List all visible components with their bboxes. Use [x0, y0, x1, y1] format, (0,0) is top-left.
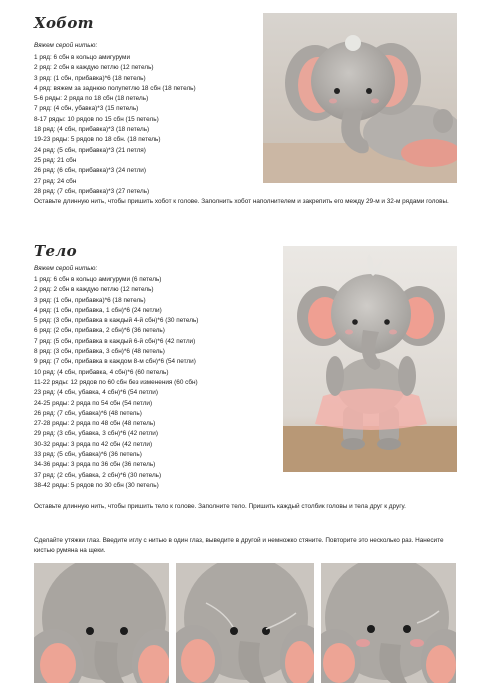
body-row: 37 ряд: (2 сбн, убавка, 2 сбн)*6 (30 петель): [34, 471, 162, 479]
trunk-row: 19-23 ряды: 5 рядов по 18 сбн. (18 петель): [34, 136, 161, 144]
trunk-row: 5-6 ряды: 2 ряда по 18 сбн (18 петель): [34, 95, 149, 103]
body-row: 3 ряд: (1 сбн, прибавка)*6 (18 петель): [34, 296, 146, 304]
elephant-lying-photo: [263, 13, 457, 183]
body-row: 10 ряд: (4 сбн, прибавка, 4 сбн)*6 (60 петель): [34, 368, 169, 376]
body-row: 2 ряд: 2 сбн в каждую петлю (12 петель): [34, 286, 154, 294]
trunk-row: 24 ряд: (5 сбн, прибавка)*3 (21 петля): [34, 146, 146, 154]
body-row: 6 ряд: (2 сбн, прибавка, 2 сбн)*6 (36 петель): [34, 327, 165, 335]
body-row: 34-36 ряды: 3 ряда по 36 сбн (36 петель): [34, 461, 156, 469]
trunk-row: 18 ряд: (4 сбн, прибавка)*3 (18 петель): [34, 126, 150, 134]
body-row: 11-22 ряды: 12 рядов по 60 сбн без изменения (60 сбн): [34, 378, 198, 386]
eyes-step-2-photo: [176, 563, 314, 683]
eyes-instruction-note: Сделайте утяжки глаз. Введите иглу с нитью в один глаз, выведите в другой и немножко стяните. Повторите это несколько раз. Нанесите кистью румяна на щеки.: [34, 537, 444, 555]
trunk-rows-list: [34, 53, 196, 197]
trunk-row: 4 ряд: вяжем за заднюю полупетлю 18 сбн (18 петель): [34, 84, 196, 92]
trunk-row: 27 ряд: 24 сбн: [34, 177, 77, 185]
trunk-subtitle: Вяжем серой нитью:: [34, 42, 98, 49]
body-note: Оставьте длинную нить, чтобы пришить тело к голове. Заполните тело. Пришить каждый столбик головы и тела друг к другу.: [34, 503, 406, 510]
body-rows-list: [34, 275, 198, 491]
trunk-row: 25 ряд: 21 сбн: [34, 156, 77, 164]
trunk-row: 7 ряд: (4 сбн, убавка)*3 (15 петель): [34, 105, 139, 113]
body-row: 7 ряд: (5 сбн, прибавка в каждый 6-й сбн)*6 (42 петли): [34, 337, 196, 345]
body-row: 24-25 ряды: 2 ряда по 54 сбн (54 петли): [34, 399, 153, 407]
body-row: 23 ряд: (4 сбн, убавка, 4 сбн)*6 (54 петли): [34, 389, 158, 397]
trunk-note: Оставьте длинную нить, чтобы пришить хобот к голове. Заполнить хобот наполнителем и закрепить его между 29-м и 32-м рядами головы.: [34, 198, 449, 205]
body-row: 26 ряд: (7 сбн, убавка)*6 (48 петель): [34, 409, 142, 417]
body-subtitle: Вяжем серой нитью:: [34, 265, 98, 272]
body-row: 30-32 ряды: 3 ряда по 42 сбн (42 петли): [34, 440, 153, 448]
trunk-row: 2 ряд: 2 сбн в каждую петлю (12 петель): [34, 64, 154, 72]
body-row: 33 ряд: (5 сбн, убавка)*6 (36 петель): [34, 451, 142, 459]
trunk-row: 26 ряд: (6 сбн, прибавка)*3 (24 петли): [34, 167, 147, 175]
body-row: 38-42 ряды: 5 рядов по 30 сбн (30 петель): [34, 481, 159, 489]
trunk-row: 8-17 ряды: 10 рядов по 15 сбн (15 петель): [34, 115, 159, 123]
body-row: 8 ряд: (3 сбн, прибавка, 3 сбн)*6 (48 петель): [34, 348, 165, 356]
body-section-title: Тело: [34, 242, 77, 260]
body-row: 29 ряд: (3 сбн, убавка, 3 сбн)*6 (42 петли): [34, 430, 158, 438]
body-row: 5 ряд: (3 сбн, прибавка в каждый 4-й сбн)*6 (30 петель): [34, 317, 199, 325]
body-row: 4 ряд: (1 сбн, прибавка, 1 сбн)*6 (24 петли): [34, 306, 162, 314]
trunk-row: 3 ряд: (1 сбн, прибавка)*6 (18 петель): [34, 74, 146, 82]
trunk-row: 1 ряд: 6 сбн в кольцо амигуруми: [34, 54, 131, 61]
body-row: 9 ряд: (7 сбн, прибавка в каждом 8-м сбн)*6 (54 петли): [34, 358, 196, 366]
trunk-section-title: Хобот: [34, 14, 94, 32]
trunk-row: 28 ряд: (7 сбн, прибавка)*3 (27 петель): [34, 187, 150, 195]
elephant-standing-photo: [283, 246, 457, 472]
body-row: 1 ряд: 6 сбн в кольцо амигуруми (6 петель): [34, 276, 162, 283]
eyes-step-3-photo: [321, 563, 456, 683]
body-row: 27-28 ряды: 2 ряда по 48 сбн (48 петель): [34, 420, 156, 428]
eyes-step-1-photo: [34, 563, 169, 683]
